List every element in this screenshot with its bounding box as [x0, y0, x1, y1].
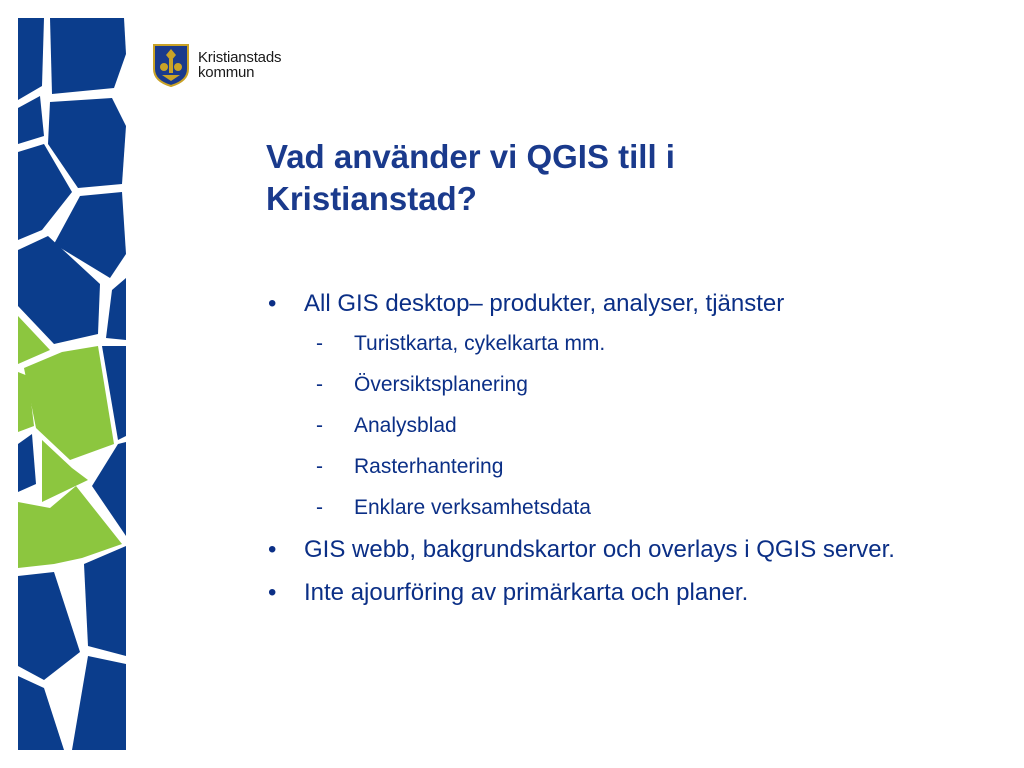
bullet-item [266, 575, 926, 610]
sub-item-text: Analysblad [354, 414, 457, 437]
mosaic-stone [50, 18, 126, 94]
slide-title: Vad använder vi QGIS till i Kristianstad? [266, 138, 675, 217]
logo-line2: kommun [198, 64, 255, 81]
logo [152, 42, 281, 88]
bullet-item [266, 532, 926, 567]
dash-marker: - [316, 373, 323, 396]
bullet-marker: • [268, 290, 277, 317]
bullet-text: All GIS desktop– produkter, analyser, tjänster [304, 290, 785, 317]
dash-marker: - [316, 332, 323, 355]
sub-item [266, 446, 926, 487]
sub-list [266, 323, 926, 528]
logo-line1: Kristianstads [198, 49, 282, 66]
sub-item-text: Turistkarta, cykelkarta mm. [354, 332, 606, 355]
dash-marker: - [316, 414, 323, 437]
decorative-mosaic [14, 16, 130, 752]
coat-of-arms-icon [152, 43, 190, 87]
sub-item-text: Översiktsplanering [354, 373, 528, 396]
sub-item [266, 364, 926, 405]
bullet-item [266, 286, 926, 321]
mosaic-stone [84, 546, 126, 656]
logo-text [198, 50, 281, 80]
sub-item-text: Enklare verksamhetsdata [354, 496, 591, 519]
slide-content [266, 286, 926, 610]
sub-item [266, 323, 926, 364]
sub-item-text: Rasterhantering [354, 455, 504, 478]
dash-marker: - [316, 496, 323, 519]
bullet-text: GIS webb, bakgrundskartor och overlays i QGIS server. [304, 536, 895, 563]
bullet-marker: • [268, 536, 277, 563]
sub-item [266, 487, 926, 528]
bullet-text: Inte ajourföring av primärkarta och planer. [304, 579, 749, 606]
bullet-marker: • [268, 579, 277, 606]
dash-marker: - [316, 455, 323, 478]
sub-item [266, 405, 926, 446]
